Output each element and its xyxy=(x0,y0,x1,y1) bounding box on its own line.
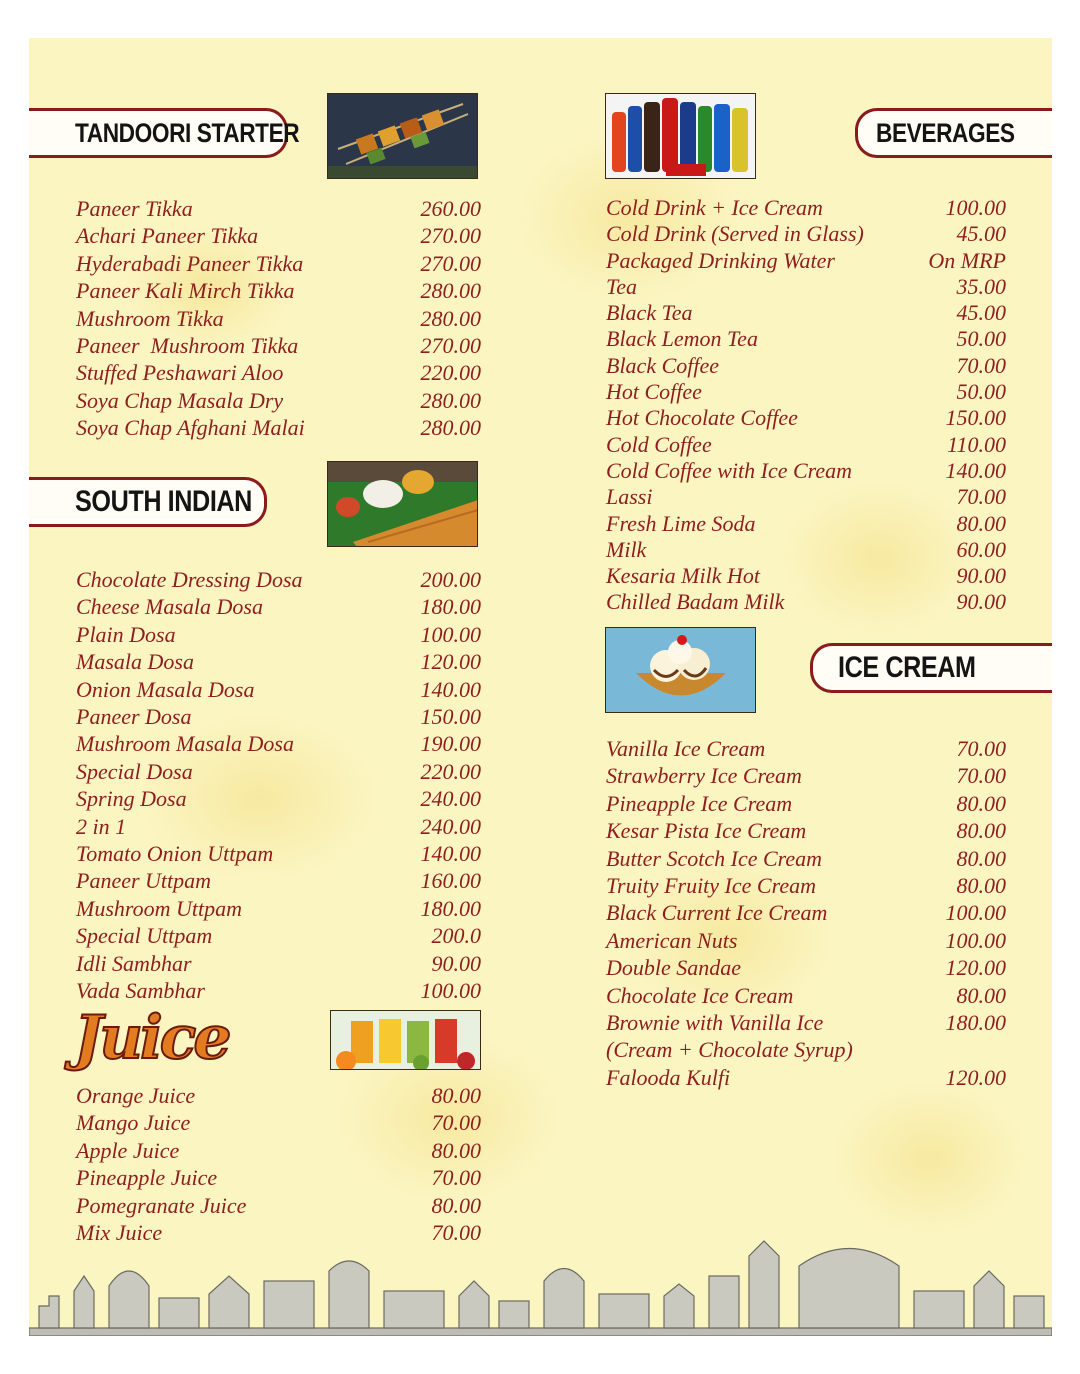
list-item: Orange Juice 80.00 xyxy=(76,1083,481,1108)
list-item: Chocolate Ice Cream 80.00 xyxy=(606,982,1006,1008)
juice-list xyxy=(76,1082,481,1246)
list-item: Cold Coffee with Ice Cream 140.00 xyxy=(606,457,1006,483)
ice-cream-sundae-photo xyxy=(605,627,756,713)
list-item: Butter Scotch Ice Cream 80.00 xyxy=(606,845,1006,871)
list-item: Cold Drink (Served in Glass) 45.00 xyxy=(606,221,1006,247)
list-item: Idli Sambhar 90.00 xyxy=(76,950,481,976)
list-item: Tea 35.00 xyxy=(606,273,1006,299)
list-item: Soya Chap Masala Dry 280.00 xyxy=(76,387,481,413)
dosa-photo xyxy=(327,461,478,547)
list-item: Onion Masala Dosa 140.00 xyxy=(76,676,481,702)
list-item: Chocolate Dressing Dosa 200.00 xyxy=(76,567,481,592)
juice-glasses-photo xyxy=(330,1010,481,1070)
list-item: Hot Coffee 50.00 xyxy=(606,379,1006,405)
city-skyline-illustration xyxy=(29,1236,1052,1336)
list-item: Mix Juice 70.00 xyxy=(76,1220,481,1246)
south-indian-list xyxy=(76,566,481,1005)
ice-cream-title: ICE CREAM xyxy=(838,651,976,684)
list-item: Chilled Badam Milk 90.00 xyxy=(606,589,1006,615)
list-item: Brownie with Vanilla Ice 180.00 xyxy=(606,1010,1006,1036)
beverages-title: BEVERAGES xyxy=(876,117,1015,148)
list-item: Spring Dosa 240.00 xyxy=(76,786,481,812)
list-item: Masala Dosa 120.00 xyxy=(76,649,481,675)
list-item: Fresh Lime Soda 80.00 xyxy=(606,510,1006,536)
soft-drink-bottles-photo xyxy=(605,93,756,179)
ice-cream-list xyxy=(606,735,1006,1091)
tandoori-starter-banner xyxy=(29,108,300,158)
list-item: Paneer Tikka 260.00 xyxy=(76,196,481,221)
list-item: Paneer Kali Mirch Tikka 280.00 xyxy=(76,278,481,304)
list-item: Lassi 70.00 xyxy=(606,484,1006,510)
list-item: Black Current Ice Cream 100.00 xyxy=(606,900,1006,926)
beverages-banner xyxy=(855,108,1052,158)
list-item: Apple Juice 80.00 xyxy=(76,1137,481,1163)
list-item: Truity Fruity Ice Cream 80.00 xyxy=(606,873,1006,899)
list-item: Special Uttpam 200.0 xyxy=(76,923,481,949)
list-item: Black Tea 45.00 xyxy=(606,300,1006,326)
list-item: Kesar Pista Ice Cream 80.00 xyxy=(606,818,1006,844)
list-item: Cold Drink + Ice Cream 100.00 xyxy=(606,195,1006,220)
list-item: Soya Chap Afghani Malai 280.00 xyxy=(76,415,481,441)
list-item: Falooda Kulfi 120.00 xyxy=(606,1064,1006,1090)
list-item: Double Sandae 120.00 xyxy=(606,955,1006,981)
south-indian-title: SOUTH INDIAN xyxy=(75,485,252,518)
list-item: Mushroom Masala Dosa 190.00 xyxy=(76,731,481,757)
south-indian-banner xyxy=(29,477,267,527)
menu-page xyxy=(29,38,1052,1336)
beverages-list xyxy=(606,195,1006,616)
list-item: Plain Dosa 100.00 xyxy=(76,621,481,647)
ice-cream-banner xyxy=(810,643,1052,693)
list-item: Mushroom Tikka 280.00 xyxy=(76,305,481,331)
list-item: Black Coffee 70.00 xyxy=(606,352,1006,378)
list-item: American Nuts 100.00 xyxy=(606,927,1006,953)
list-item: Pomegranate Juice 80.00 xyxy=(76,1192,481,1218)
list-item: Cold Coffee 110.00 xyxy=(606,431,1006,457)
list-item: Mango Juice 70.00 xyxy=(76,1110,481,1136)
list-item: Paneer Dosa 150.00 xyxy=(76,704,481,730)
list-item: Milk 60.00 xyxy=(606,536,1006,562)
list-item: Mushroom Uttpam 180.00 xyxy=(76,895,481,921)
list-item: Hyderabadi Paneer Tikka 270.00 xyxy=(76,250,481,276)
list-item: Vada Sambhar 100.00 xyxy=(76,978,481,1004)
list-item: Black Lemon Tea 50.00 xyxy=(606,326,1006,352)
list-item: Strawberry Ice Cream 70.00 xyxy=(606,763,1006,789)
list-item: Pineapple Ice Cream 80.00 xyxy=(606,790,1006,816)
tandoori-starter-list xyxy=(76,195,481,442)
list-item: 2 in 1 240.00 xyxy=(76,813,481,839)
list-item: Packaged Drinking Water On MRP xyxy=(606,247,1006,273)
list-item: (Cream + Chocolate Syrup) xyxy=(606,1037,853,1063)
juice-logo: Juice xyxy=(74,1003,229,1073)
list-item: Vanilla Ice Cream 70.00 xyxy=(606,736,1006,761)
list-item: Achari Paneer Tikka 270.00 xyxy=(76,223,481,249)
paneer-tikka-photo xyxy=(327,93,478,179)
list-item: Tomato Onion Uttpam 140.00 xyxy=(76,841,481,867)
list-item: Stuffed Peshawari Aloo 220.00 xyxy=(76,360,481,386)
list-item: Hot Chocolate Coffee 150.00 xyxy=(606,405,1006,431)
list-item: Pineapple Juice 70.00 xyxy=(76,1165,481,1191)
list-item: Paneer Mushroom Tikka 270.00 xyxy=(76,333,481,359)
list-item: Cheese Masala Dosa 180.00 xyxy=(76,594,481,620)
list-item: Kesaria Milk Hot 90.00 xyxy=(606,563,1006,589)
list-item: Special Dosa 220.00 xyxy=(76,758,481,784)
list-item: Paneer Uttpam 160.00 xyxy=(76,868,481,894)
tandoori-starter-title: TANDOORI STARTER xyxy=(75,117,300,148)
